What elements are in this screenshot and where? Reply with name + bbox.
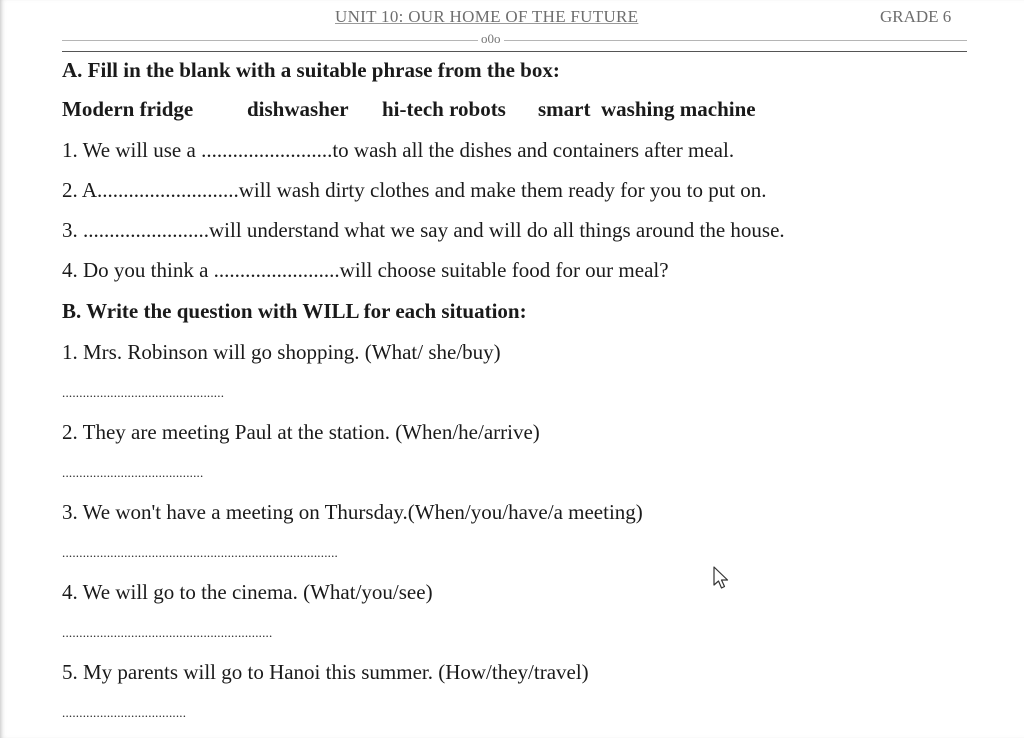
- section-a-item-4: 4. Do you think a ........................will choose suitable food for our meal?: [62, 258, 669, 282]
- header-rule: [62, 51, 967, 52]
- grade-label: GRADE 6: [880, 7, 952, 26]
- box-word-hi-tech-robots: hi-tech robots: [382, 97, 506, 121]
- section-a-item-3: 3. ........................will understand what we say and will do all things around the house.: [62, 218, 785, 242]
- box-word-smart-washing-machine: smart washing machine: [538, 97, 756, 121]
- section-b-heading: B. Write the question with WILL for each situation:: [62, 299, 527, 323]
- section-b-item-5: 5. My parents will go to Hanoi this summer. (How/they/travel): [62, 660, 589, 684]
- answer-line-1: ...............................................: [62, 386, 225, 400]
- section-b-item-3: 3. We won't have a meeting on Thursday.(When/you/have/a meeting): [62, 500, 643, 524]
- section-a-item-2: 2. A...........................will wash dirty clothes and make them ready for you to put on.: [62, 178, 767, 202]
- header-ornament: o0o: [478, 31, 504, 47]
- answer-line-3: ................................................................................: [62, 546, 338, 560]
- header-divider: [62, 40, 967, 41]
- box-word-modern-fridge: Modern fridge: [62, 97, 194, 121]
- answer-line-2: .........................................: [62, 466, 204, 480]
- mouse-pointer-icon: [712, 566, 730, 590]
- section-b-item-4: 4. We will go to the cinema. (What/you/see): [62, 580, 433, 604]
- box-word-dishwasher: dishwasher: [247, 97, 349, 121]
- answer-line-4: .............................................................: [62, 626, 273, 640]
- section-a-heading: A. Fill in the blank with a suitable phrase from the box:: [62, 58, 560, 82]
- section-b-item-2: 2. They are meeting Paul at the station. (When/he/arrive): [62, 420, 540, 444]
- unit-title: UNIT 10: OUR HOME OF THE FUTURE: [335, 7, 639, 26]
- answer-line-5: ....................................: [62, 706, 187, 720]
- section-a-item-1: 1. We will use a .........................to wash all the dishes and containers after meal.: [62, 138, 735, 162]
- section-b-item-1: 1. Mrs. Robinson will go shopping. (What/ she/buy): [62, 340, 501, 364]
